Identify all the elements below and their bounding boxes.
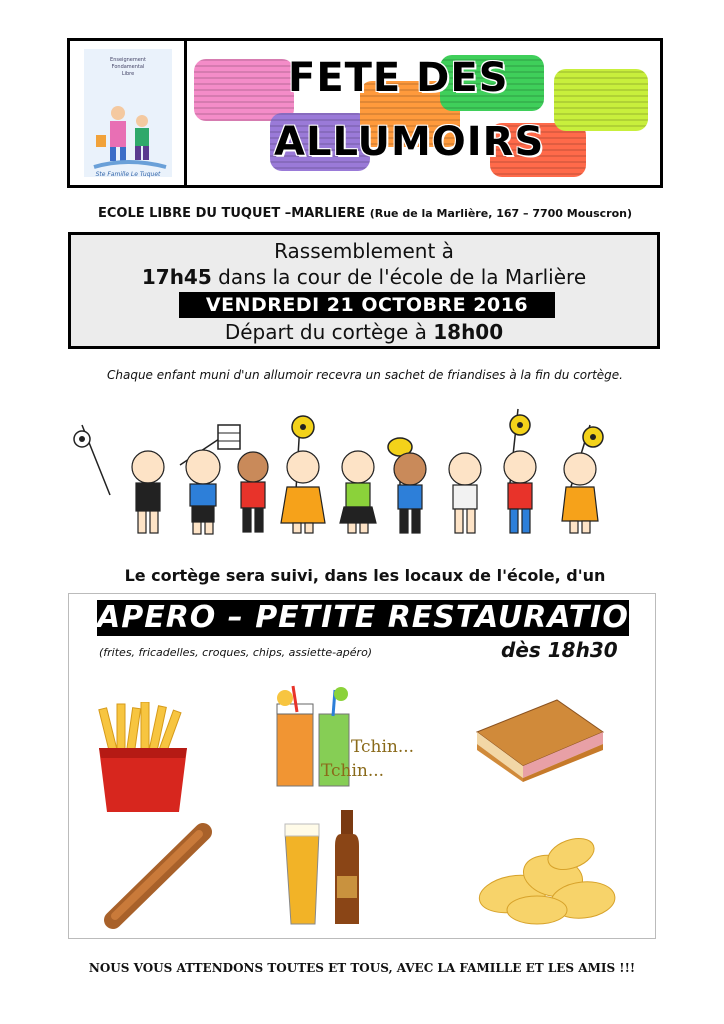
followed-by-line: Le cortège sera suivi, dans les locaux de l'école, d'un: [124, 566, 606, 585]
school-logo: [70, 41, 187, 185]
meeting-info-box: [68, 232, 660, 349]
apero-section: [68, 593, 656, 939]
departure-line: [71, 320, 657, 344]
gathering-label: Rassemblement à: [274, 239, 454, 263]
departure-time: 18h00: [433, 320, 504, 344]
header-frame: [67, 38, 663, 188]
cocktails-image: [267, 684, 427, 794]
food-list: (frites, fricadelles, croques, chips, assiette-apéro): [99, 646, 373, 659]
title-line-2: ALLUMOIRS: [274, 119, 545, 165]
event-date: VENDREDI 21 OCTOBRE 2016: [179, 292, 555, 318]
title-line-1: FETE DES: [288, 55, 509, 101]
school-name-line: [70, 206, 660, 221]
apero-start-time: dès 18h30: [501, 638, 618, 662]
gathering-place: dans la cour de l'école de la Marlière: [211, 265, 587, 289]
school-name: ECOLE LIBRE DU TUQUET –MARLIERE: [97, 206, 366, 221]
gathering-time-line: [71, 265, 657, 289]
beer-image: [279, 806, 379, 928]
chips-image: [473, 824, 623, 928]
children-lanterns-illustration: [70, 395, 630, 550]
candy-note: Chaque enfant muni d'un allumoir recevra un sachet de friandises à la fin du cortège.: [107, 368, 623, 382]
svg-text:Enseignement: Enseignement: [110, 57, 146, 63]
cheers-text-1: Tchin...: [351, 737, 415, 757]
cheers-text-2: Tchin...: [321, 761, 385, 781]
children-image: [70, 395, 630, 550]
closing-message: NOUS VOUS ATTENDONS TOUTES ET TOUS, AVEC LA FAMILLE ET LES AMIS !!!: [88, 961, 636, 975]
family-logo-image: [70, 41, 184, 185]
apero-title: APERO – PETITE RESTAURATION: [97, 600, 655, 635]
school-address: (Rue de la Marlière, 167 – 7700 Mouscron): [369, 207, 633, 220]
svg-text:Libre: Libre: [121, 71, 135, 77]
departure-label: Départ du cortège à: [224, 320, 434, 344]
fries-image: [93, 702, 193, 814]
svg-text:Fondamental: Fondamental: [111, 64, 145, 70]
fricadelle-image: [99, 822, 219, 932]
title-banner: [190, 41, 660, 185]
gathering-time: 17h45: [141, 265, 212, 289]
logo-caption: Ste Famille Le Tuquet: [95, 171, 161, 178]
croque-image: [467, 692, 609, 784]
